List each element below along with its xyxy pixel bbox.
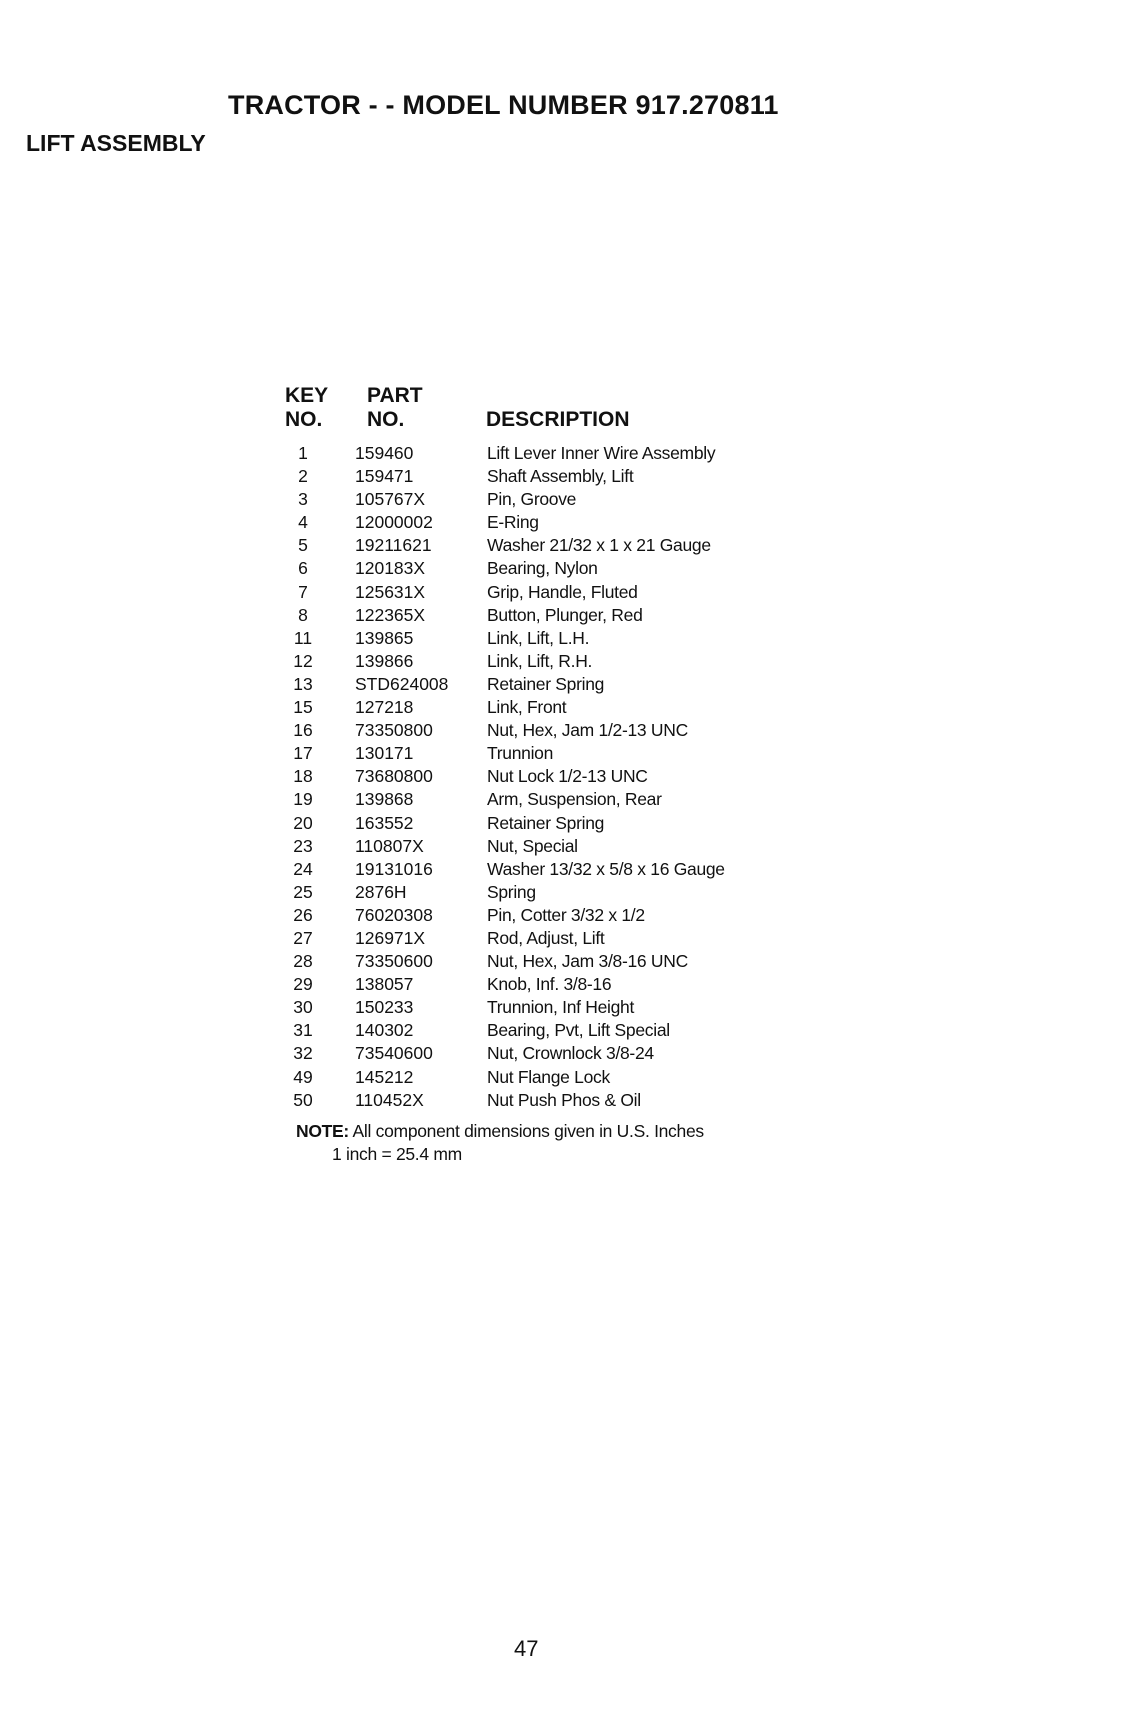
key-number: 32 bbox=[293, 1043, 313, 1064]
header-part-line1: PART bbox=[367, 384, 423, 407]
part-description: Nut Flange Lock bbox=[487, 1066, 610, 1087]
part-number: 73350800 bbox=[355, 720, 433, 741]
key-number: 19 bbox=[293, 789, 313, 810]
header-description: DESCRIPTION bbox=[486, 408, 630, 431]
table-row bbox=[283, 696, 883, 719]
header-key-line1: KEY bbox=[285, 384, 329, 407]
key-number: 12 bbox=[293, 650, 313, 671]
table-row bbox=[283, 719, 883, 742]
key-number: 17 bbox=[293, 743, 313, 764]
table-header bbox=[283, 384, 883, 436]
part-description: Retainer Spring bbox=[487, 812, 605, 833]
part-number: 12000002 bbox=[355, 512, 433, 533]
table-row bbox=[283, 973, 883, 996]
part-number: 138057 bbox=[355, 974, 414, 995]
part-number: 139868 bbox=[355, 789, 414, 810]
table-row bbox=[283, 858, 883, 881]
note-conversion: 1 inch = 25.4 mm bbox=[332, 1144, 462, 1164]
part-number: 125631X bbox=[355, 581, 426, 602]
part-description: Link, Front bbox=[487, 697, 567, 718]
header-key-line2: NO. bbox=[285, 408, 323, 431]
key-number: 23 bbox=[293, 835, 313, 856]
table-row bbox=[283, 927, 883, 950]
part-number: 120183X bbox=[355, 558, 426, 579]
part-description: Trunnion bbox=[487, 743, 554, 764]
part-number: 73540600 bbox=[355, 1043, 433, 1064]
part-number: 2876H bbox=[355, 881, 407, 902]
table-row bbox=[283, 812, 883, 835]
table-body bbox=[283, 442, 883, 1112]
table-row bbox=[283, 835, 883, 858]
table-row bbox=[283, 1019, 883, 1042]
table-row bbox=[283, 1089, 883, 1112]
table-row bbox=[283, 950, 883, 973]
part-description: Link, Lift, L.H. bbox=[487, 627, 590, 648]
key-number: 30 bbox=[293, 997, 313, 1018]
part-description: Arm, Suspension, Rear bbox=[487, 789, 662, 810]
key-number: 26 bbox=[293, 904, 313, 925]
page-title: TRACTOR - - MODEL NUMBER 917.270811 bbox=[228, 90, 779, 120]
part-number: 159471 bbox=[355, 466, 414, 487]
table-row bbox=[283, 557, 883, 580]
part-description: Button, Plunger, Red bbox=[487, 604, 643, 625]
table-row bbox=[283, 534, 883, 557]
key-number: 49 bbox=[293, 1066, 313, 1087]
table-row bbox=[283, 604, 883, 627]
key-number: 31 bbox=[293, 1020, 313, 1041]
part-number: 122365X bbox=[355, 604, 426, 625]
key-number: 11 bbox=[293, 627, 313, 648]
table-row bbox=[283, 627, 883, 650]
part-number: 163552 bbox=[355, 812, 414, 833]
part-description: Shaft Assembly, Lift bbox=[487, 466, 634, 487]
part-number: 139865 bbox=[355, 627, 414, 648]
table-row bbox=[283, 742, 883, 765]
part-description: Pin, Groove bbox=[487, 489, 577, 510]
table-row bbox=[283, 673, 883, 696]
part-description: Bearing, Nylon bbox=[487, 558, 598, 579]
part-description: Rod, Adjust, Lift bbox=[487, 927, 605, 948]
part-description: Washer 21/32 x 1 x 21 Gauge bbox=[487, 535, 711, 556]
part-description: Nut, Special bbox=[487, 835, 578, 856]
part-description: Trunnion, Inf Height bbox=[487, 997, 635, 1018]
key-number: 16 bbox=[293, 720, 313, 741]
part-number: 73680800 bbox=[355, 766, 433, 787]
key-number: 25 bbox=[293, 881, 313, 902]
part-number: 139866 bbox=[355, 650, 414, 671]
part-number: 126971X bbox=[355, 927, 426, 948]
part-description: Spring bbox=[487, 881, 536, 902]
section-title: LIFT ASSEMBLY bbox=[26, 130, 206, 156]
part-number: 19131016 bbox=[355, 858, 433, 879]
part-number: 130171 bbox=[355, 743, 414, 764]
part-description: Grip, Handle, Fluted bbox=[487, 581, 638, 602]
part-description: Nut, Crownlock 3/8-24 bbox=[487, 1043, 654, 1064]
part-number: 105767X bbox=[355, 489, 426, 510]
table-row bbox=[283, 904, 883, 927]
key-number: 2 bbox=[298, 466, 308, 487]
table-row bbox=[283, 581, 883, 604]
header-part-line2: NO. bbox=[367, 408, 405, 431]
page-number: 47 bbox=[514, 1636, 539, 1661]
part-number: 76020308 bbox=[355, 904, 433, 925]
note-line-1 bbox=[296, 1120, 704, 1143]
parts-list-table bbox=[283, 384, 883, 1112]
part-description: Nut, Hex, Jam 3/8-16 UNC bbox=[487, 951, 688, 972]
part-number: 140302 bbox=[355, 1020, 414, 1041]
table-row bbox=[283, 788, 883, 811]
part-number: 19211621 bbox=[355, 535, 432, 556]
key-number: 50 bbox=[293, 1089, 313, 1110]
table-row bbox=[283, 1066, 883, 1089]
part-description: Nut Lock 1/2-13 UNC bbox=[487, 766, 648, 787]
key-number: 28 bbox=[293, 951, 313, 972]
key-number: 3 bbox=[298, 489, 308, 510]
part-description: Retainer Spring bbox=[487, 673, 605, 694]
key-number: 20 bbox=[293, 812, 313, 833]
key-number: 5 bbox=[298, 535, 308, 556]
key-number: 8 bbox=[298, 604, 308, 625]
part-description: Lift Lever Inner Wire Assembly bbox=[487, 443, 716, 463]
table-row bbox=[283, 996, 883, 1019]
key-number: 27 bbox=[293, 927, 313, 948]
key-number: 7 bbox=[298, 581, 308, 602]
table-row bbox=[283, 488, 883, 511]
part-number: 127218 bbox=[355, 697, 414, 718]
part-number: 159460 bbox=[355, 443, 414, 463]
table-row bbox=[283, 765, 883, 788]
part-number: 145212 bbox=[355, 1066, 414, 1087]
key-number: 18 bbox=[293, 766, 313, 787]
part-number: 150233 bbox=[355, 997, 414, 1018]
part-description: Nut, Hex, Jam 1/2-13 UNC bbox=[487, 720, 688, 741]
table-row bbox=[283, 1042, 883, 1065]
part-description: Link, Lift, R.H. bbox=[487, 650, 593, 671]
key-number: 1 bbox=[298, 443, 308, 463]
note-label: NOTE: bbox=[296, 1121, 349, 1141]
table-row bbox=[283, 511, 883, 534]
part-number: 110807X bbox=[355, 835, 424, 856]
key-number: 4 bbox=[298, 512, 308, 533]
table-row bbox=[283, 881, 883, 904]
table-row bbox=[283, 465, 883, 488]
key-number: 15 bbox=[293, 697, 313, 718]
table-row bbox=[283, 650, 883, 673]
note-text: All component dimensions given in U.S. Inches bbox=[348, 1121, 704, 1141]
part-number: STD624008 bbox=[355, 673, 449, 694]
dimension-note bbox=[296, 1120, 704, 1166]
table-row bbox=[283, 442, 883, 465]
part-description: Pin, Cotter 3/32 x 1/2 bbox=[487, 904, 645, 925]
part-description: E-Ring bbox=[487, 512, 539, 533]
part-description: Knob, Inf. 3/8-16 bbox=[487, 974, 612, 995]
part-description: Bearing, Pvt, Lift Special bbox=[487, 1020, 670, 1041]
part-number: 73350600 bbox=[355, 951, 433, 972]
part-description: Washer 13/32 x 5/8 x 16 Gauge bbox=[487, 858, 725, 879]
key-number: 6 bbox=[298, 558, 308, 579]
part-number: 110452X bbox=[355, 1089, 424, 1110]
part-description: Nut Push Phos & Oil bbox=[487, 1089, 641, 1110]
key-number: 29 bbox=[293, 974, 313, 995]
key-number: 13 bbox=[293, 673, 313, 694]
key-number: 24 bbox=[293, 858, 313, 879]
